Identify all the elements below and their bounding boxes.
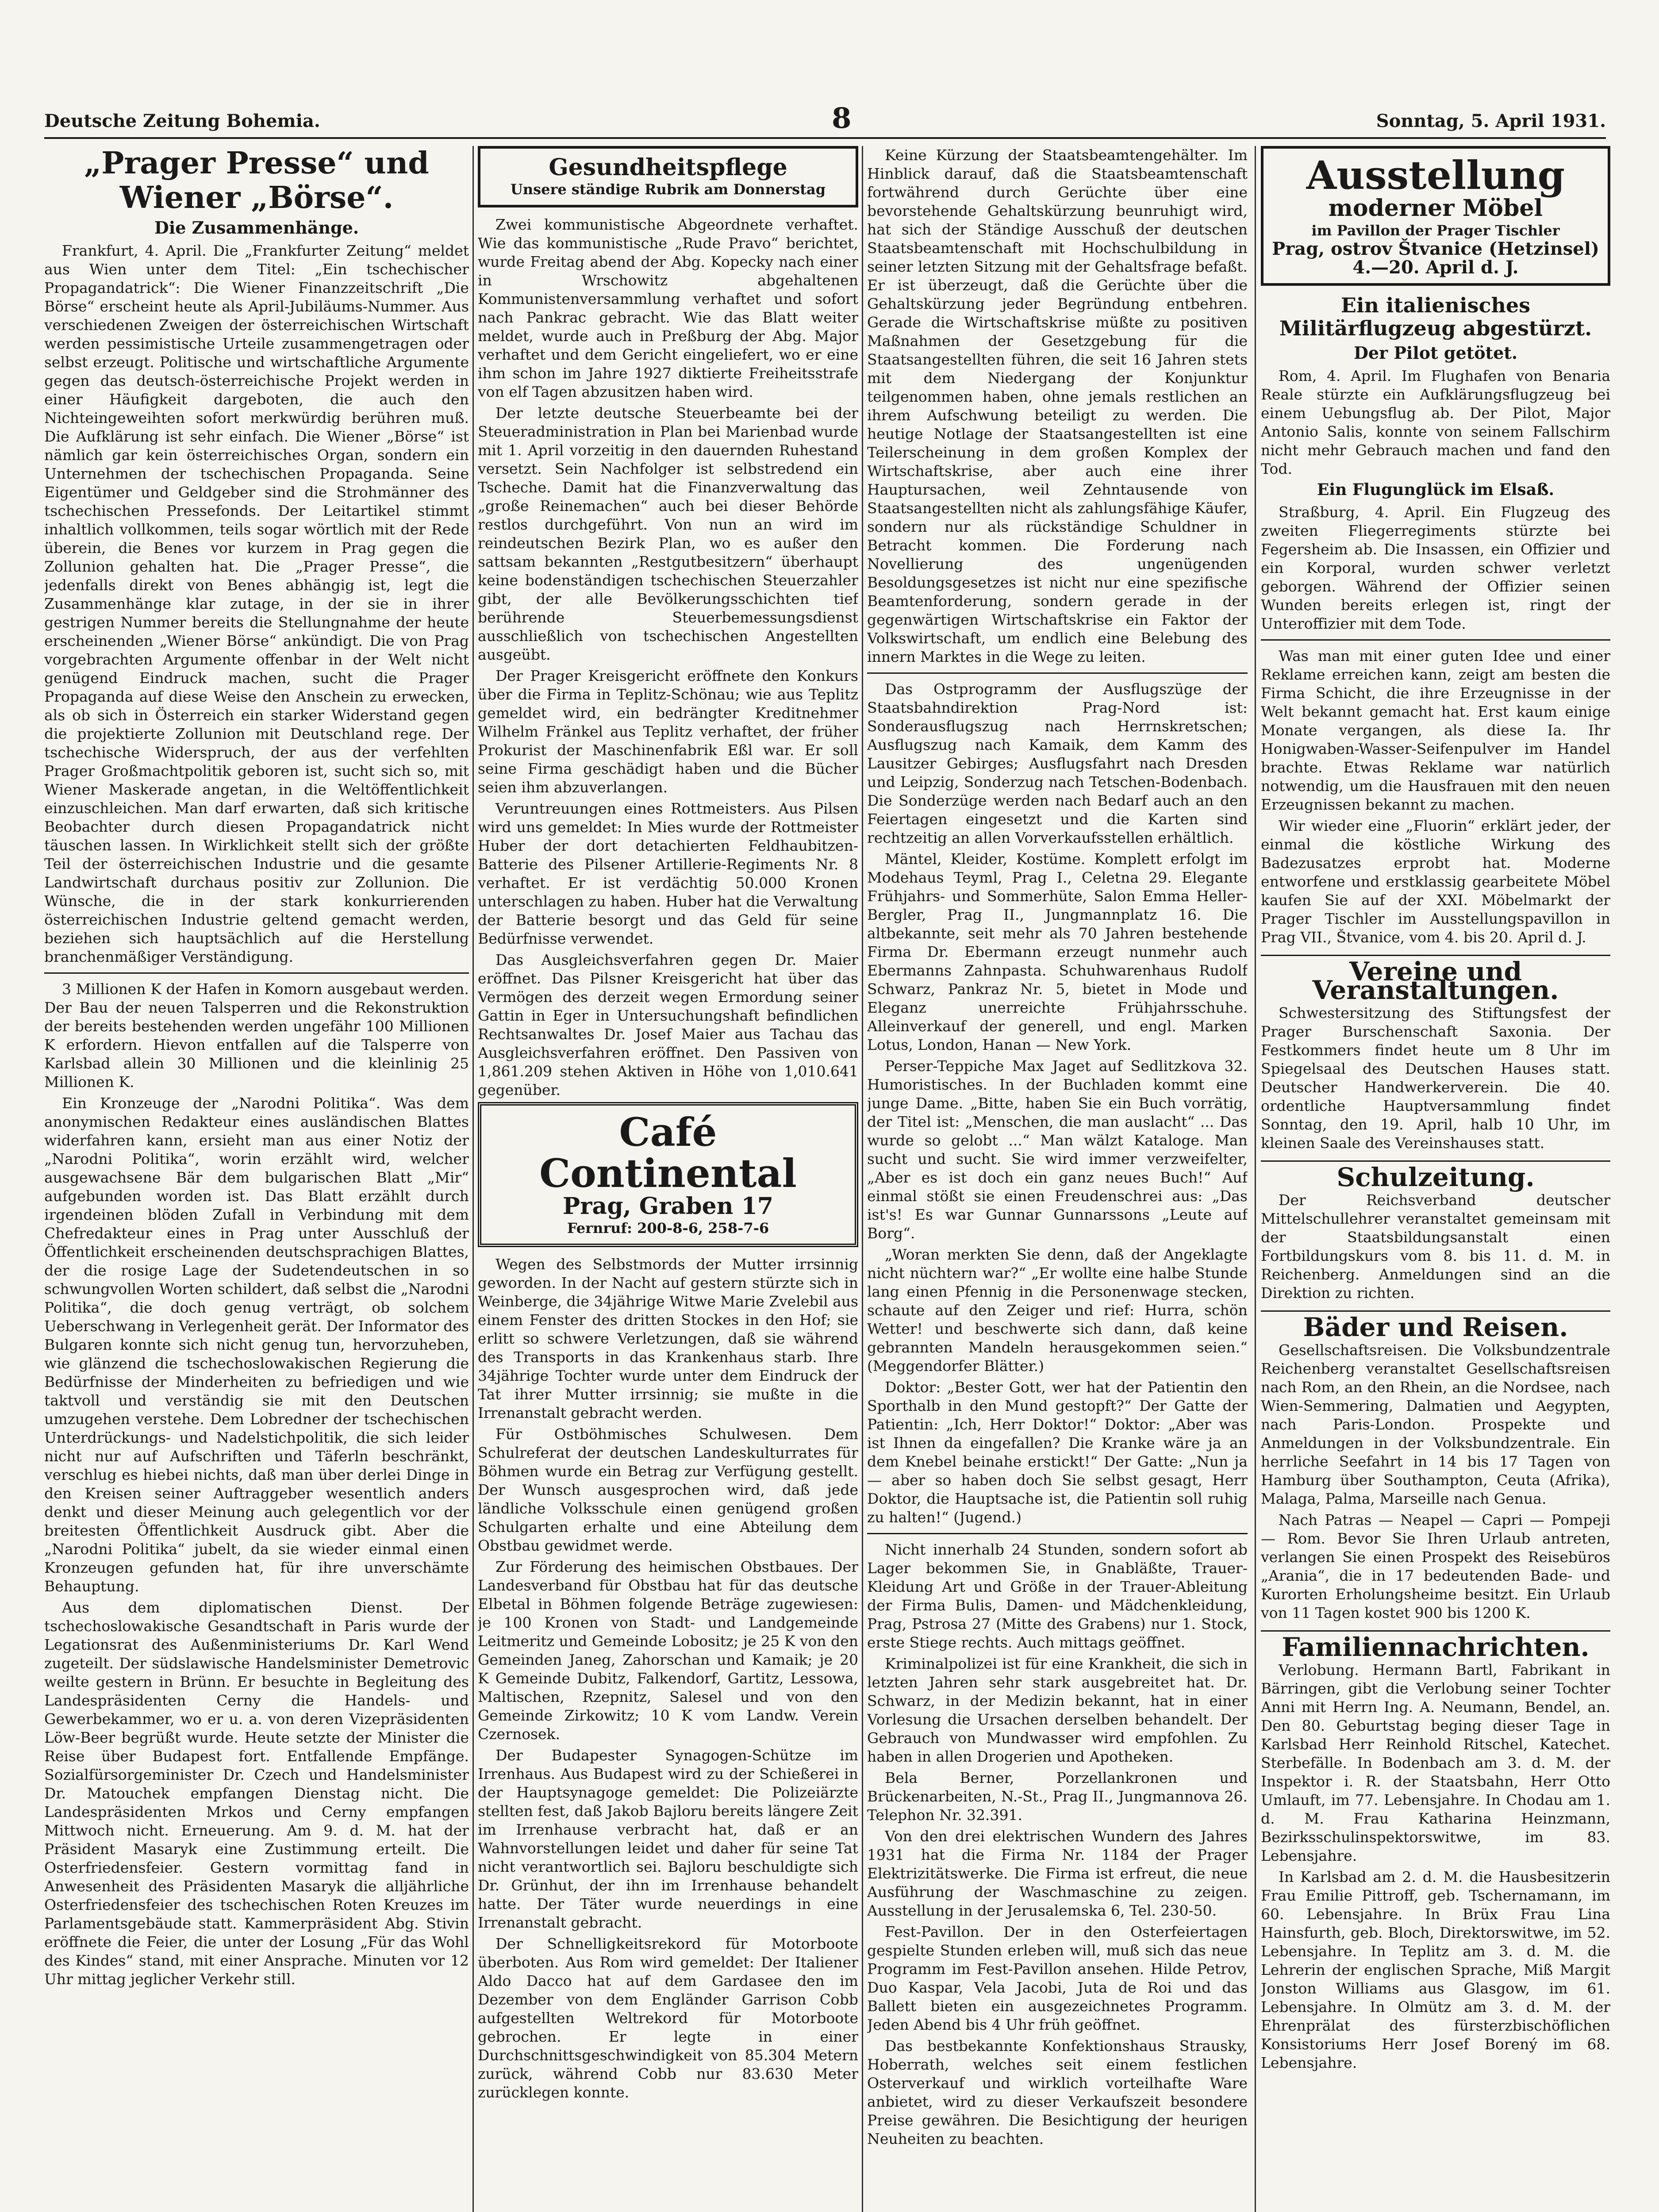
article-paragraph: Gesellschaftsreisen. Die Volksbundzentrale Reichenberg veranstaltet Gesellschaftsreisen nach Rom, an den Rhein, an die Nordsee, nach Wien-Semmering, Dalmatien und Aegypten, nach Paris-London. Prospekte und Anmeldungen in der Volksbundzentrale. Ein herrliche Seefahrt in 14 bis 17 Tagen von Hamburg über Southampton, Ceuta (Afrika), Malaga, Palma, Marseille nach Genua. xyxy=(1261,1341,1610,1507)
divider xyxy=(867,1533,1248,1534)
article-paragraph: „Woran merkten Sie denn, daß der Angeklagte nicht nüchtern war?“ „Er wollte eine halbe Stunde lang einen Pfennig in die Personenwage stecken, schaute auf den Zeiger und rief: Hurra, schön Wetter! und beschwerte sich dann, daß keine gebrannten Mandeln herausgekommen seien.“ (Meggendorfer Blätter.) xyxy=(867,1246,1248,1375)
column-3 xyxy=(867,146,1248,2212)
article-paragraph: Aus dem diplomatischen Dienst. Der tschechoslowakische Gesandtschaft in Paris wurde der Legationsrat des Außenministeriums Dr. Karl Wend zugeteilt. Der südslawische Handelsminister Demetrovic weilte gestern in Brünn. Er besuchte in Begleitung des Landespräsidenten Cerny die Handels- und Gewerbekammer, wo er u. a. von deren Vizepräsidenten Löw-Beer begrüßt wurde. Heute setzte der Minister die Reise über Budapest fort. Entfallende Empfänge. Sozialfürsorgeminister Dr. Czech und Handelsminister Dr. Matouchek empfangen Dienstag nicht. Die Landespräsidenten Mrkos und Cerny empfangen Mittwoch nicht. Erneuerung. Am 9. d. M. hat der Präsident Masaryk eine Zustimmung erteilt. Die Osterfriedensfeier. Gestern vormittag fand in Anwesenheit des Präsidenten Masaryk die alljährliche Osterfriedensfeier des tschechischen Roten Kreuzes im Parlamentsgebäude statt. Kammerpräsident Abg. Stivin eröffnete die Feier, die unter der Losung „Für das Wohl des Kindes“ stand, mit einer Ansprache. Minuten vor 12 Uhr mittag jeglicher Verkehr still. xyxy=(44,1599,469,1988)
ad-phone: Fernruf: 200-8-6, 258-7-6 xyxy=(567,1220,769,1237)
article-paragraph: Nicht innerhalb 24 Stunden, sondern sofort ab Lager bekommen Sie, in Gnabläßte, Trauer-Kleidung Art und Größe in der Trauer-Ableitung der Firma Bulis, Damen- und Mädchenkleidung, Prag, Pstrosa 27 (Mitte des Grabens) nur 1. Stock, erste Stiege rechts. Auch mittags geöffnet. xyxy=(867,1541,1248,1651)
article-paragraph: Zur Förderung des heimischen Obstbaues. Der Landesverband für Obstbau hat für das deutsche Elbetal in Böhmen folgende Beträge zugewiesen: je 100 Kronen von Stadt- und Landgemeinde Leitmeritz und Gemeinde Lobositz; je 25 K von den Gemeinden Janeg, Zahorschan und Kamaik; je 20 K Gemeinde Dubitz, Falkendorf, Gartitz, Lessowa, Maltischen, Rzepnitz, Salesel und von den Gemeinde Zirkowitz; 10 K vom Landw. Verein Czernosek. xyxy=(478,1558,858,1743)
issue-date: Sonntag, 5. April 1931. xyxy=(1376,111,1606,131)
running-head xyxy=(44,102,1606,133)
article-subhead: Die Zusammenhänge. xyxy=(154,218,359,238)
column-rule xyxy=(472,146,474,2212)
column-rule xyxy=(1255,146,1256,2212)
article-paragraph: Zwei kommunistische Abgeordnete verhaftet. Wie das kommunistische „Rude Pravo“ berichtet, wurde Freitag abend der Abg. Kopecky nach einer in Wrschowitz abgehaltenen Kommunistenversammlung verhaftet und sofort nach Pankrac gebracht. Wie das Blatt weiter meldet, wurde auch in Preßburg der Abg. Major verhaftet und dem Gericht eingeliefert, wo er eine ihm schon im Jahre 1927 diktierte Freiheitsstrafe von elf Tagen abzusitzen haben wird. xyxy=(478,216,858,401)
cafe-continental-ad xyxy=(478,1102,858,1247)
article-paragraph: Der Schnelligkeitsrekord für Motorboote überboten. Aus Rom wird gemeldet: Der Italiener Aldo Dacco hat auf dem Gardasee den im Dezember von dem Engländer Garrison Cobb aufgestellten Weltrekord für Motorboote gebrochen. Er legte in einer Durchschnittsgeschwindigkeit von 85.304 Metern zurück, während Cobb nur 83.630 Meter zurücklegen konnte. xyxy=(478,1935,858,2101)
article-paragraph: 3 Millionen K der Hafen in Komorn ausgebaut werden. Der Bau der neuen Talsperren und die Rekonstruktion der bereits bestehenden werden ungefähr 100 Millionen K erfordern. Hievon entfallen auf die Talsperre von Karlsbad allein 30 Millionen und die kleinlinig 25 Millionen K. xyxy=(44,980,469,1091)
section-heading: Bäder und Reisen. xyxy=(1261,1310,1610,1336)
section-heading: Vereine und Veranstaltungen. xyxy=(1261,955,1610,999)
ad-date: 4.—20. April d. J. xyxy=(1352,257,1519,278)
page-number: 8 xyxy=(832,102,852,135)
article-paragraph: Von den drei elektrischen Wundern des Jahres 1931 hat die Firma Nr. 1184 der Prager Elektrizitätswerke. Die Firma ist erfreut, die neue Ausführung der Waschmaschine zu zeigen. Ausstellung in der Jerusalemska 6, Tel. 230-50. xyxy=(867,1828,1248,1919)
ad-place: Prag, ostrov Štvanice (Hetzinsel) xyxy=(1272,238,1599,259)
article-paragraph: Ein Kronzeuge der „Narodni Politika“. Was dem anonymischen Redakteur eines ausländischen Blattes widerfahren kann, ersieht man aus einer Notiz der „Narodni Politika“, worin erzählt wird, welcher ausgewachsene Bär dem bulgarischen Blatt „Mir“ aufgebunden worden ist. Das Blatt erzählt durch irgendeinen blöden Zufall in Verbindung mit dem Chefredakteur eines in Prag unter Ausschluß der Öffentlichkeit erscheinenden deutschsprachigen Blattes, der die rosige Lage der Sudetendeutschen in so schwungvollen Worten schildert, daß selbst die „Narodni Politika“, die doch genug verträgt, ob solchem Ueberschwang in Verlegenheit gerät. Der Informator des Bulgaren konnte sich nicht genug tun, hervorzuheben, wie glänzend die tschechoslowakischen Regierung die Bedürfnisse der Minderheiten zu befriedigen und wie taktvoll und verständig sie mit den Deutschen umzugehen verstehe. Dem Lobredner der tschechischen Unterdrückungs- und Nadelstichpolitik, die sich leider nicht nur auf Aufschriften und Täferln beschränkt, verschlug es hiebei nichts, daß man über derlei Dinge in den Kreisen seiner Auftraggeber wesentlich anders denkt und dieser Meinung auch gelegentlich vor der breitesten Öffentlichkeit Ausdruck gibt. Aber die „Narodni Politika“ jubelt, da sie wieder einmal einen Kronzeugen gefunden hat, für ihre unverschämte Behauptung. xyxy=(44,1094,469,1595)
masthead-title: Deutsche Zeitung Bohemia. xyxy=(44,111,320,131)
article-paragraph: In Karlsbad am 2. d. M. die Hausbesitzerin Frau Emilie Pittroff, geb. Tschernamann, im 60. Lebensjahre. In Brüx Frau Lina Hainsfurth, geb. Bloch, Direktorswitwe, im 52. Lebensjahre. In Teplitz am 3. d. M. die Lehrerin der englischen Sprache, Miß Margit Jonston Williams aus Glasgow, im 61. Lebensjahre. In Olmütz am 3. d. M. der Ehrenprälat des fürsterzbischöflichen Konsistoriums Herr Josef Borený im 68. Lebensjahre. xyxy=(1261,1868,1610,2071)
article-paragraph: Das Ausgleichsverfahren gegen Dr. Maier eröffnet. Das Pilsner Kreisgericht hat über das Vermögen des derzeit wegen Ermordung seiner Gattin in Eger in Untersuchungshaft befindlichen Rechtsanwaltes Dr. Josef Maier aus Tachau das Ausgleichsverfahren eröffnet. Den Passiven von 1,861.209 stehen Aktiven in Höhe von 1,010.641 gegenüber. xyxy=(478,951,858,1099)
article-paragraph: Das Ostprogramm der Ausflugszüge der Staatsbahndirektion Prag-Nord ist: Sonderausflugszug nach Herrnskretschen; Ausflugszug nach Kamaik, dem Kamm des Lausitzer Gebirges; Ausflugsfahrt nach Dresden und Leipzig, Sonderzug nach Tetschen-Bodenbach. Die Sonderzüge werden nach Bedarf auch an den Feiertagen eingesetzt und die Karten sind rechtzeitig an allen Vorverkaufsstellen erhältlich. xyxy=(867,680,1248,846)
ad-address: Prag, Graben 17 xyxy=(563,1192,773,1220)
article-paragraph: Nach Patras — Neapel — Capri — Pompeji — Rom. Bevor Sie Ihren Urlaub antreten, verlangen Sie einen Prospekt des Reisebüros „Arania“, die in 17 bedeutenden Bade- und Kurorten Erholungsheime besitzt. Ein Urlaub von 11 Tagen kostet 900 bis 1200 K. xyxy=(1261,1511,1610,1621)
article-paragraph: Das bestbekannte Konfektionshaus Strausky, Hoberrath, welches seit einem festlichen Osterverkauf und wirklich vorteilhafte Ware anbietet, wird zu dieser Verkaufszeit besondere Preise gewähren. Die Besichtigung der heurigen Neuheiten zu beachten. xyxy=(867,2037,1248,2147)
article-paragraph: Fest-Pavillon. Der in den Osterfeiertagen gespielte Stunden erleben will, muß sich das neue Programm im Fest-Pavillon ansehen. Hilde Petrov, Duo Kaspar, Vela Jacobi, Juta de Roi und das Ballett bieten ein ausgezeichnetes Programm. Jeden Abend bis 4 Uhr früh geöffnet. xyxy=(867,1923,1248,2033)
column-4 xyxy=(1261,146,1610,2212)
article-paragraph: Wegen des Selbstmords der Mutter irrsinnig geworden. In der Nacht auf gestern stürzte sich in Weinberge, die 34jährige Witwe Marie Zvelebil aus einem Fenster des dritten Stockes in den Hof; sie erlitt so schwere Verletzungen, daß sie während des Transports in das Krankenhaus starb. Ihre 34jährige Tochter wurde unter dem Eindruck der Tat ihrer Mutter irrsinnig; sie mußte in die Irrenanstalt gebracht werden. xyxy=(478,1256,858,1422)
column-rule xyxy=(862,146,863,2212)
article-paragraph: Der Reichsverband deutscher Mittelschullehrer veranstaltet gemeinsam mit der Staatsbildungsanstalt einen Fortbildungskurs vom 8. bis 11. d. M. in Reichenberg. Anmeldungen sind an die Direktion zu richten. xyxy=(1261,1191,1610,1302)
article-headline: Ein Flugunglück im Elsaß. xyxy=(1317,480,1555,499)
article-paragraph: Bela Berner, Porzellankronen und Brückenarbeiten, N.-St., Prag II., Jungmannova 26. Telephon Nr. 32.391. xyxy=(867,1769,1248,1824)
divider xyxy=(1261,639,1610,641)
article-paragraph: Was man mit einer guten Idee und einer Reklame erreichen kann, zeigt am besten die Firma Schicht, die ihre Erzeugnisse in der Welt bekannt gemacht hat. Erst kaum einige Monate vergangen, als diese Ia. Ihr Honigwaben-Wasser-Seifenpulver im Handel brachte. Etwas Reklame war natürlich notwendig, um die Hausfrauen mit den neuen Erzeugnissen bekannt zu machen. xyxy=(1261,647,1610,813)
article-paragraph: Rom, 4. April. Im Flughafen von Benaria Reale stürzte ein Aufklärungsflugzeug bei einem Uebungsflug ab. Der Pilot, Major Antonio Salis, konnte von seinem Fallschirm nicht mehr Gebrauch machen und fand den Tod. xyxy=(1261,367,1610,478)
rubric-subtitle: Unsere ständige Rubrik am Donnerstag xyxy=(510,181,826,198)
ad-title-2: moderner Möbel xyxy=(1328,195,1543,222)
divider xyxy=(867,672,1248,674)
article-headline: Ein italienisches Militärflugzeug abgestürzt. xyxy=(1279,293,1592,341)
furniture-exhibition-ad xyxy=(1261,146,1610,286)
ad-subtitle: im Pavillon der Prager Tischler xyxy=(1311,222,1560,239)
article-paragraph: Mäntel, Kleider, Kostüme. Komplett erfolgt im Modehaus Teyml, Prag I., Celetna 29. Elegante Frühjahrs- und Sommerhüte, Salon Emma Heller-Bergler, Prag II., Jungmannplatz 16. Die altbekannte, seit mehr als 70 Jahren bestehende Firma Dr. Ebermann erzeugt nunmehr auch Ebermanns Zahnpasta. Schuhwarenhaus Rudolf Schwarz, Pankraz Nr. 5, bietet in Mode und Eleganz unerreichte Frühjahrsschuhe. Alleinverkauf der generell, und engl. Marken Lotus, London, Hanan — New York. xyxy=(867,850,1248,1053)
article-paragraph: Straßburg, 4. April. Ein Flugzeug des zweiten Fliegerregiments stürzte bei Fegersheim ab. Die Insassen, ein Offizier und ein Korporal, wurden schwer verletzt geborgen. Während der Offizier seinen Wunden bereits erlegen ist, ringt der Unteroffizier mit dem Tode. xyxy=(1261,503,1610,632)
article-paragraph: Wir wieder eine „Fluorin“ erklärt jeder, der einmal die köstliche Wirkung des Badezusatzes erprobt hat. Moderne entworfene und erstklassig gearbeitete Möbel kaufen Sie auf der XXI. Möbelmarkt der Prager Tischler im Ausstellungspavillon in Prag VII., Štvanice, vom 4. bis 20. April d. J. xyxy=(1261,817,1610,946)
header-rule xyxy=(44,137,1606,139)
article-paragraph: Perser-Teppiche Max Jaget auf Sedlitzkova 32. Humoristisches. In der Buchladen kommt eine junge Dame. „Bitte, haben Sie ein Buch vorrätig, der Titel ist: „Menschen, die man auslacht“ ... Das wurde so gelobt ...“ Man wälzt Kataloge. Man sucht und sucht. Sie wird immer verzweifelter, „Aber es ist doch ein ganz neues Buch!“ Auf einmal stößt sie einen Freudenschrei aus: „Das ist's! Es war Gunnar Gunnarssons „Leute auf Borg“. xyxy=(867,1057,1248,1242)
article-paragraph: Schwestersitzung des Stiftungsfest der Prager Burschenschaft Saxonia. Der Festkommers findet heute um 8 Uhr im Spiegelsaal des Deutschen Hauses statt. Deutscher Handwerkerverein. Die 40. ordentliche Hauptversammlung findet Sonntag, den 19. April, halb 10 Uhr, im kleinen Saale des Vereinshauses statt. xyxy=(1261,1004,1610,1152)
article-subhead: Der Pilot getötet. xyxy=(1353,343,1518,363)
article-paragraph: Doktor: „Bester Gott, wer hat der Patientin den Sporthalb in den Mund gestopft?“ Der Gatte der Patientin: „Ich, Herr Doktor!“ Doktor: „Aber was ist Ihnen da eingefallen? Die Kranke wäre ja an dem Knebel beinahe erstickt!“ Der Gatte: „Nun ja — aber so haben doch Sie selbst gesagt, Herr Doktor, die Hauptsache ist, die Patientin soll ruhig zu halten!“ (Jugend.) xyxy=(867,1379,1248,1526)
ad-title: Ausstellung xyxy=(1306,152,1565,198)
article-paragraph: Kriminalpolizei ist für eine Krankheit, die sich in letzten Jahren sehr stark ausgebreitet hat. Dr. Schwarz, in der Medizin bekannt, hat in einer Vorlesung die Ursachen derselben behandelt. Der Gebrauch von Mundwasser wird empfohlen. Zu haben in allen Drogerien und Apotheken. xyxy=(867,1655,1248,1765)
article-paragraph: Veruntreuungen eines Rottmeisters. Aus Pilsen wird uns gemeldet: In Mies wurde der Rottmeister Huber der dort detachierten Feldhaubitzen-Batterie des Pilsener Artillerie-Regiments Nr. 8 verhaftet. Er ist verdächtig 50.000 Kronen unterschlagen zu haben. Huber hat die Verwaltung der Batterie besorgt und das Geld für seine Bedürfnisse verwendet. xyxy=(478,800,858,948)
rubric-box xyxy=(478,146,858,207)
section-heading: Familiennachrichten. xyxy=(1261,1630,1610,1656)
divider xyxy=(44,972,469,974)
article-paragraph: Der Budapester Synagogen-Schütze im Irrenhaus. Aus Budapest wird zu der Schießerei in der Hauptsynagoge gemeldet: Die Polizeiärzte stellten fest, daß Jakob Bajloru bereits längere Zeit im Irrenhause verbracht hat, daß er an Wahnvorstellungen leidet und daher für seine Tat nicht verantwortlich sei. Bajloru beschuldigte sich Dr. Grünhut, der ihn im Irrenhause behandelt hatte. Der Täter wurde neuerdings in eine Irrenanstalt gebracht. xyxy=(478,1747,858,1932)
article-paragraph: Keine Kürzung der Staatsbeamtengehälter. Im Hinblick darauf, daß die Staatsbeamtenschaft fortwährend durch Gerüchte über eine bevorstehende Gehaltskürzung beunruhigt wird, hat sich der Ständige Ausschuß der deutschen Staatsbeamtenschaft mit Hochschulbildung in seiner letzten Sitzung mit der Gehaltsfrage befaßt. Er ist überzeugt, daß die Gerüchte über die Gehaltskürzung jeder Begründung entbehren. Gerade die Wirtschaftskrise müßte zu positiven Maßnahmen der Gesetzgebung für die Staatsangestellten führen, die seit 16 Jahren stets mit dem Niedergang der Konjunktur teilgenommen haben, ohne jemals restlichen an ihrem Aufschwung beteiligt zu werden. Die heutige Notlage der Staatsangestellten ist eine Teilerscheinung in dem großen Komplex der Wirtschaftskrise, aber auch eine ihrer Hauptursachen, weil Zehntausende von Staatsangestellten nicht als zahlungsfähige Käufer, sondern nur als rückständige Schuldner in Betracht kommen. Die Forderung nach Novellierung des ungenügenden Besoldungsgesetzes ist nicht nur eine spezifische Beamtenforderung, sondern gerade in der gegenwärtigen Wirtschaftskrise ein Faktor der Volkswirtschaft, um endlich eine Belebung des innern Marktes in die Wege zu leiten. xyxy=(867,146,1248,665)
ad-name: Café Continental xyxy=(539,1109,797,1196)
article-headline: „Prager Presse“ und Wiener „Börse“. xyxy=(84,146,429,216)
article-paragraph: Verlobung. Hermann Bartl, Fabrikant in Bärringen, gibt die Verlobung seiner Tochter Anni mit Herrn Ing. A. Neumann, Bendel, an. Den 80. Geburtstag beging dieser Tage in Karlsbad Herr Reinhold Ritschel, Katechet. Sterbefälle. In Bodenbach am 3. d. M. der Inspektor i. R. der Staatsbahn, Herr Otto Umlauft, im 77. Lebensjahre. In Chodau am 1. d. M. Frau Katharina Heinzmann, Bezirksschulinspektorswitwe, im 83. Lebensjahre. xyxy=(1261,1661,1610,1864)
article-paragraph: Der Prager Kreisgericht eröffnete den Konkurs über die Firma in Teplitz-Schönau; wie aus Teplitz gemeldet wird, ein bedrängter Kreditnehmer Wilhelm Fränkel aus Teplitz verhaftet, der früher Prokurist der Maschinenfabrik Eßl war. Er soll seine Firma geschädigt haben und die Bücher seien ihm abzuverlangen. xyxy=(478,667,858,796)
column-1 xyxy=(44,146,469,2212)
rubric-title: Gesundheitspflege xyxy=(549,154,787,181)
article-paragraph: Der letzte deutsche Steuerbeamte bei der Steueradministration in Plan bei Marienbad wurde mit 1. April vorzeitig in den dauernden Ruhestand versetzt. Sein Nachfolger ist selbstredend ein Tscheche. Damit hat die Finanzverwaltung das „große Reinemachen“ auch bei dieser Behörde restlos durchgeführt. Von nun an wird im reindeutschen Bezirk Plan, wo es außer den sattsam bekannten „Restgutbesitzern“ überhaupt keine bodenständigen tschechischen Steuerzahler gibt, der alle Bevölkerungsschichten tief berührende Steuerbemessungsdienst ausschließlich von tschechischen Angestellten ausgeübt. xyxy=(478,404,858,664)
article-paragraph: Frankfurt, 4. April. Die „Frankfurter Zeitung“ meldet aus Wien unter dem Titel: „Ein tschechischer Propagandatrick“: Die Wiener Finanzzeitschrift „Die Börse“ erscheint heute als April-Jubiläums-Nummer. Aus verschiedenen Zweigen der österreichischen Wirtschaft werden pessimistische Urteile zusammengetragen oder selbst erzeugt. Politische und wirtschaftliche Argumente gegen das deutsch-österreichische Projekt werden in einer Häufigkeit dargeboten, die auch den Nichteingeweihten sofort merkwürdig berühren muß. Die Aufklärung ist sehr einfach. Die Wiener „Börse“ ist nämlich gar kein österreichisches Organ, sondern ein Unternehmen der tschechischen Propaganda. Seine Eigentümer und Geldgeber sind die Strohmänner des tschechischen Pressefonds. Der Leitartikel stimmt inhaltlich vollkommen, teils sogar wörtlich mit der Rede überein, die Benes vor kurzem in Prag gegen die Zollunion gehalten hat. Die „Prager Presse“, die jedenfalls direkt von Benes abhängig ist, legt die Zusammenhänge klar zutage, in der sie in ihrer gestrigen Nummer bereits die Stellungnahme der heute erscheinenden „Wiener Börse“ ankündigt. Die von Prag vorgebrachten Argumente offenbar in der Welt nicht genügend Eindruck machen, sucht die Prager Propaganda auf diese Weise den Anschein zu erwecken, als ob sich in Österreich ein starker Widerstand gegen die projektierte Zollunion mit Deutschland rege. Der tschechische Widerspruch, der aus der verfehlten Prager Großmachtpolitik geboren ist, sucht sich so, mit Wiener Maskerade angetan, in die Weltöffentlichkeit einzuschleichen. Man darf erwarten, daß sich kritische Beobachter durch diesen Propagandatrick nicht täuschen lassen. In Wirklichkeit stellt sich der größte Teil der österreichischen Industrie und die gesamte Landwirtschaft durchaus positiv zur Zollunion. Die Wünsche, die in der stark konkurrierenden österreichischen Industrie geltend gemacht werden, beziehen sich hauptsächlich auf die Herstellung branchenmäßiger Verständigung. xyxy=(44,242,469,966)
article-paragraph: Für Ostböhmisches Schulwesen. Dem Schulreferat der deutschen Landeskulturrates für Böhmen wurde ein Betrag zur Verfügung gestellt. Der Wunsch ausgesprochen wird, daß jede ländliche Volksschule einen genügend großen Schulgarten erhalte und eine Abteilung dem Obstbau gewidmet werde. xyxy=(478,1425,858,1555)
column-2 xyxy=(478,146,858,2212)
section-heading: Schulzeitung. xyxy=(1261,1160,1610,1187)
